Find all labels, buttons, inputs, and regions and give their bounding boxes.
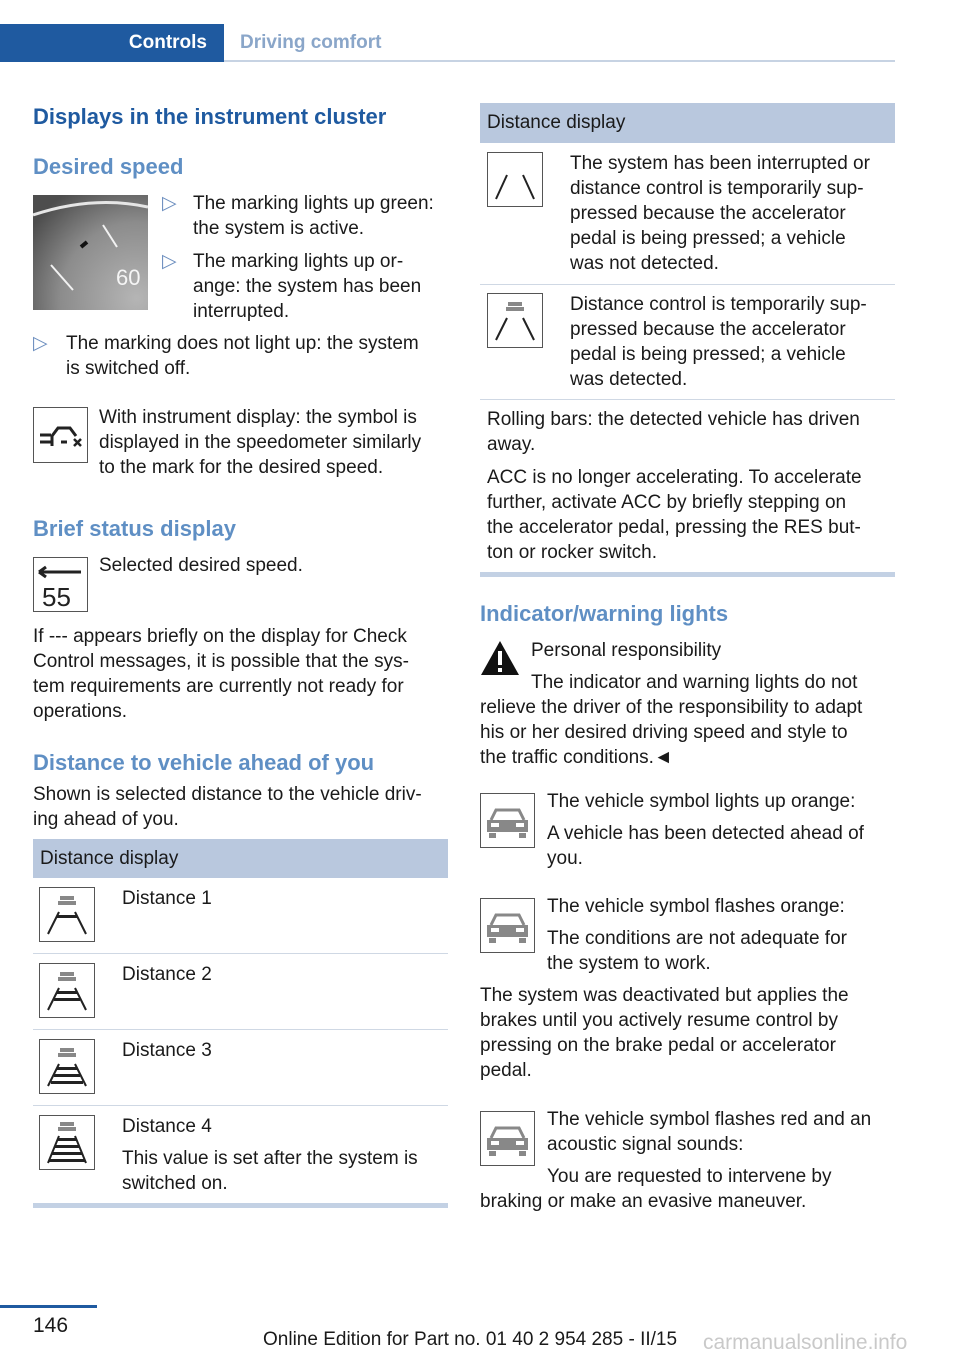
text-line: switched on. [122, 1173, 228, 1194]
table-end-rule [480, 572, 895, 577]
distance-1-label: Distance 1 [122, 888, 212, 909]
brief-status-paragraph [33, 624, 409, 724]
row-divider [33, 1029, 448, 1030]
text-line: Shown is selected distance to the vehicle driv- [33, 784, 422, 805]
text-line: you. [547, 848, 583, 869]
text-line: With instrument display: the symbol is [99, 407, 417, 428]
text-line: The vehicle symbol lights up orange: [547, 791, 856, 812]
text-line: his or her desired driving speed and style to [480, 722, 848, 743]
section-tab-driving-comfort[interactable] [240, 24, 381, 62]
text-line: further, activate ACC by briefly stepping on [487, 492, 847, 513]
text-line: pressed because the accelerator [570, 319, 846, 340]
bullet-interrupted: ▷ The marking lights up or- ange: the system has been interrupted. [162, 251, 422, 322]
symbol-description [99, 405, 421, 480]
section-tab-label: Driving comfort [240, 32, 382, 53]
warning-text [480, 670, 862, 770]
edition-note: Online Edition for Part no. 01 40 2 954 285 - II/15 [263, 1329, 678, 1350]
heading-desired-speed: Desired speed [33, 154, 184, 179]
distance-3-icon [39, 1039, 95, 1094]
bullet-line: ange: the system has been [193, 276, 422, 297]
text-line: distance control is temporarily sup- [570, 178, 864, 199]
text-line: This value is set after the system is [122, 1148, 418, 1169]
text-line: operations. [33, 701, 128, 722]
right-table-header: Distance display [480, 103, 895, 143]
text-line: pedal. [480, 1060, 532, 1081]
vehicle-symbol-icon [480, 793, 535, 848]
acc-speed-symbol-icon [33, 407, 88, 463]
text-line: The system was deactivated but applies the [480, 985, 849, 1006]
text-line: pedal is being pressed; a vehicle [570, 344, 846, 365]
text-line: displayed in the speedometer similarly [99, 432, 422, 453]
text-line: The conditions are not adequate for [547, 928, 847, 949]
text-line: You are requested to intervene by [547, 1166, 832, 1187]
text-line: The vehicle symbol flashes orange: [547, 896, 845, 917]
suppressed-description [570, 292, 867, 392]
deactivated-text [480, 983, 849, 1083]
distance-intro [33, 782, 422, 832]
text-line: pressing on the brake pedal or accelerator [480, 1035, 836, 1056]
red-flash-title [547, 1107, 871, 1157]
text-line: ing ahead of you. [33, 809, 179, 830]
text-line: the system to work. [547, 953, 711, 974]
heading-indicator-lights: Indicator/warning lights [480, 601, 729, 626]
interrupted-description [570, 151, 870, 276]
text-line: ton or rocker switch. [487, 542, 657, 563]
orange-lit-text [547, 789, 864, 871]
bullet-line: The marking does not light up: the system [66, 333, 419, 354]
bullet-off: ▷ The marking does not light up: the system is switched off. [33, 333, 419, 379]
text-line: away. [487, 434, 536, 455]
text-line: was detected. [570, 369, 688, 390]
distance-4-text [122, 1114, 418, 1196]
text-line: the accelerator pedal, pressing the RES but- [487, 517, 861, 538]
speedometer-image [33, 195, 148, 310]
section-tab-controls[interactable] [0, 24, 224, 62]
red-flash-text [480, 1164, 832, 1214]
section-tab-label: Controls [128, 32, 207, 53]
orange-flash-text [547, 894, 847, 976]
distance-table-header: Distance display [33, 839, 448, 878]
distance-2-icon [39, 963, 95, 1018]
brief-status-icon-text: Selected desired speed. [99, 555, 303, 576]
distance-1-icon [39, 887, 95, 942]
desired-speed-55-icon [33, 557, 88, 612]
icon-number: 55 [42, 582, 71, 611]
text-line: The system has been interrupted or [570, 153, 870, 174]
text-line: Distance control is temporarily sup- [570, 294, 867, 315]
warning-title: Personal responsibility [531, 640, 722, 661]
heading-brief-status: Brief status display [33, 516, 236, 541]
text-line: to the mark for the desired speed. [99, 457, 384, 478]
bullet-line: The marking lights up or- [193, 251, 404, 272]
text-line: brakes until you actively resume control by [480, 1010, 838, 1031]
watermark: carmanualsonline.info [703, 1331, 908, 1354]
vehicle-detected-icon [487, 293, 543, 348]
page-title: Displays in the instrument cluster [33, 104, 387, 129]
page-number: 146 [33, 1314, 69, 1337]
text-line: If --- appears briefly on the display for Check [33, 626, 407, 647]
bullet-line: the system is active. [193, 218, 365, 239]
text-line: pedal is being pressed; a vehicle [570, 228, 846, 249]
text-line: braking or make an evasive maneuver. [480, 1191, 807, 1212]
text-line: Control messages, it is possible that the sys- [33, 651, 409, 672]
bullet-line: is switched off. [66, 358, 191, 379]
vehicle-symbol-icon [480, 898, 535, 953]
table-end-rule [33, 1203, 448, 1208]
text-line: the traffic conditions.◄ [480, 747, 673, 768]
rolling-bars-text [487, 407, 860, 457]
row-divider [33, 1105, 448, 1106]
distance-4-label: Distance 4 [122, 1116, 212, 1137]
no-vehicle-icon [487, 152, 543, 207]
text-line: The indicator and warning lights do not [531, 672, 858, 693]
text-line: was not detected. [570, 253, 719, 274]
text-line: A vehicle has been detected ahead of [547, 823, 864, 844]
text-line: relieve the driver of the responsibility to adapt [480, 697, 863, 718]
distance-4-icon [39, 1115, 95, 1170]
text-line: ACC is no longer accelerating. To accelerate [487, 467, 862, 488]
bullet-active: ▷ The marking lights up green: the system is active. [162, 193, 434, 239]
text-line: tem requirements are currently not ready for [33, 676, 404, 697]
acc-text [487, 465, 862, 565]
text-line: The vehicle symbol flashes red and an [547, 1109, 872, 1130]
bullet-line: The marking lights up green: [193, 193, 434, 214]
text-line: Rolling bars: the detected vehicle has driven [487, 409, 860, 430]
text-line: acoustic signal sounds: [547, 1134, 744, 1155]
gauge-number: 60 [116, 265, 141, 290]
bullet-line: interrupted. [193, 301, 290, 322]
distance-2-label: Distance 2 [122, 964, 212, 985]
vehicle-symbol-icon [480, 1111, 535, 1166]
row-divider [480, 399, 895, 400]
heading-distance: Distance to vehicle ahead of you [33, 750, 375, 775]
footer-rule [0, 1305, 97, 1308]
row-divider [33, 953, 448, 954]
row-divider [480, 284, 895, 285]
distance-3-label: Distance 3 [122, 1040, 212, 1061]
text-line: pressed because the accelerator [570, 203, 846, 224]
